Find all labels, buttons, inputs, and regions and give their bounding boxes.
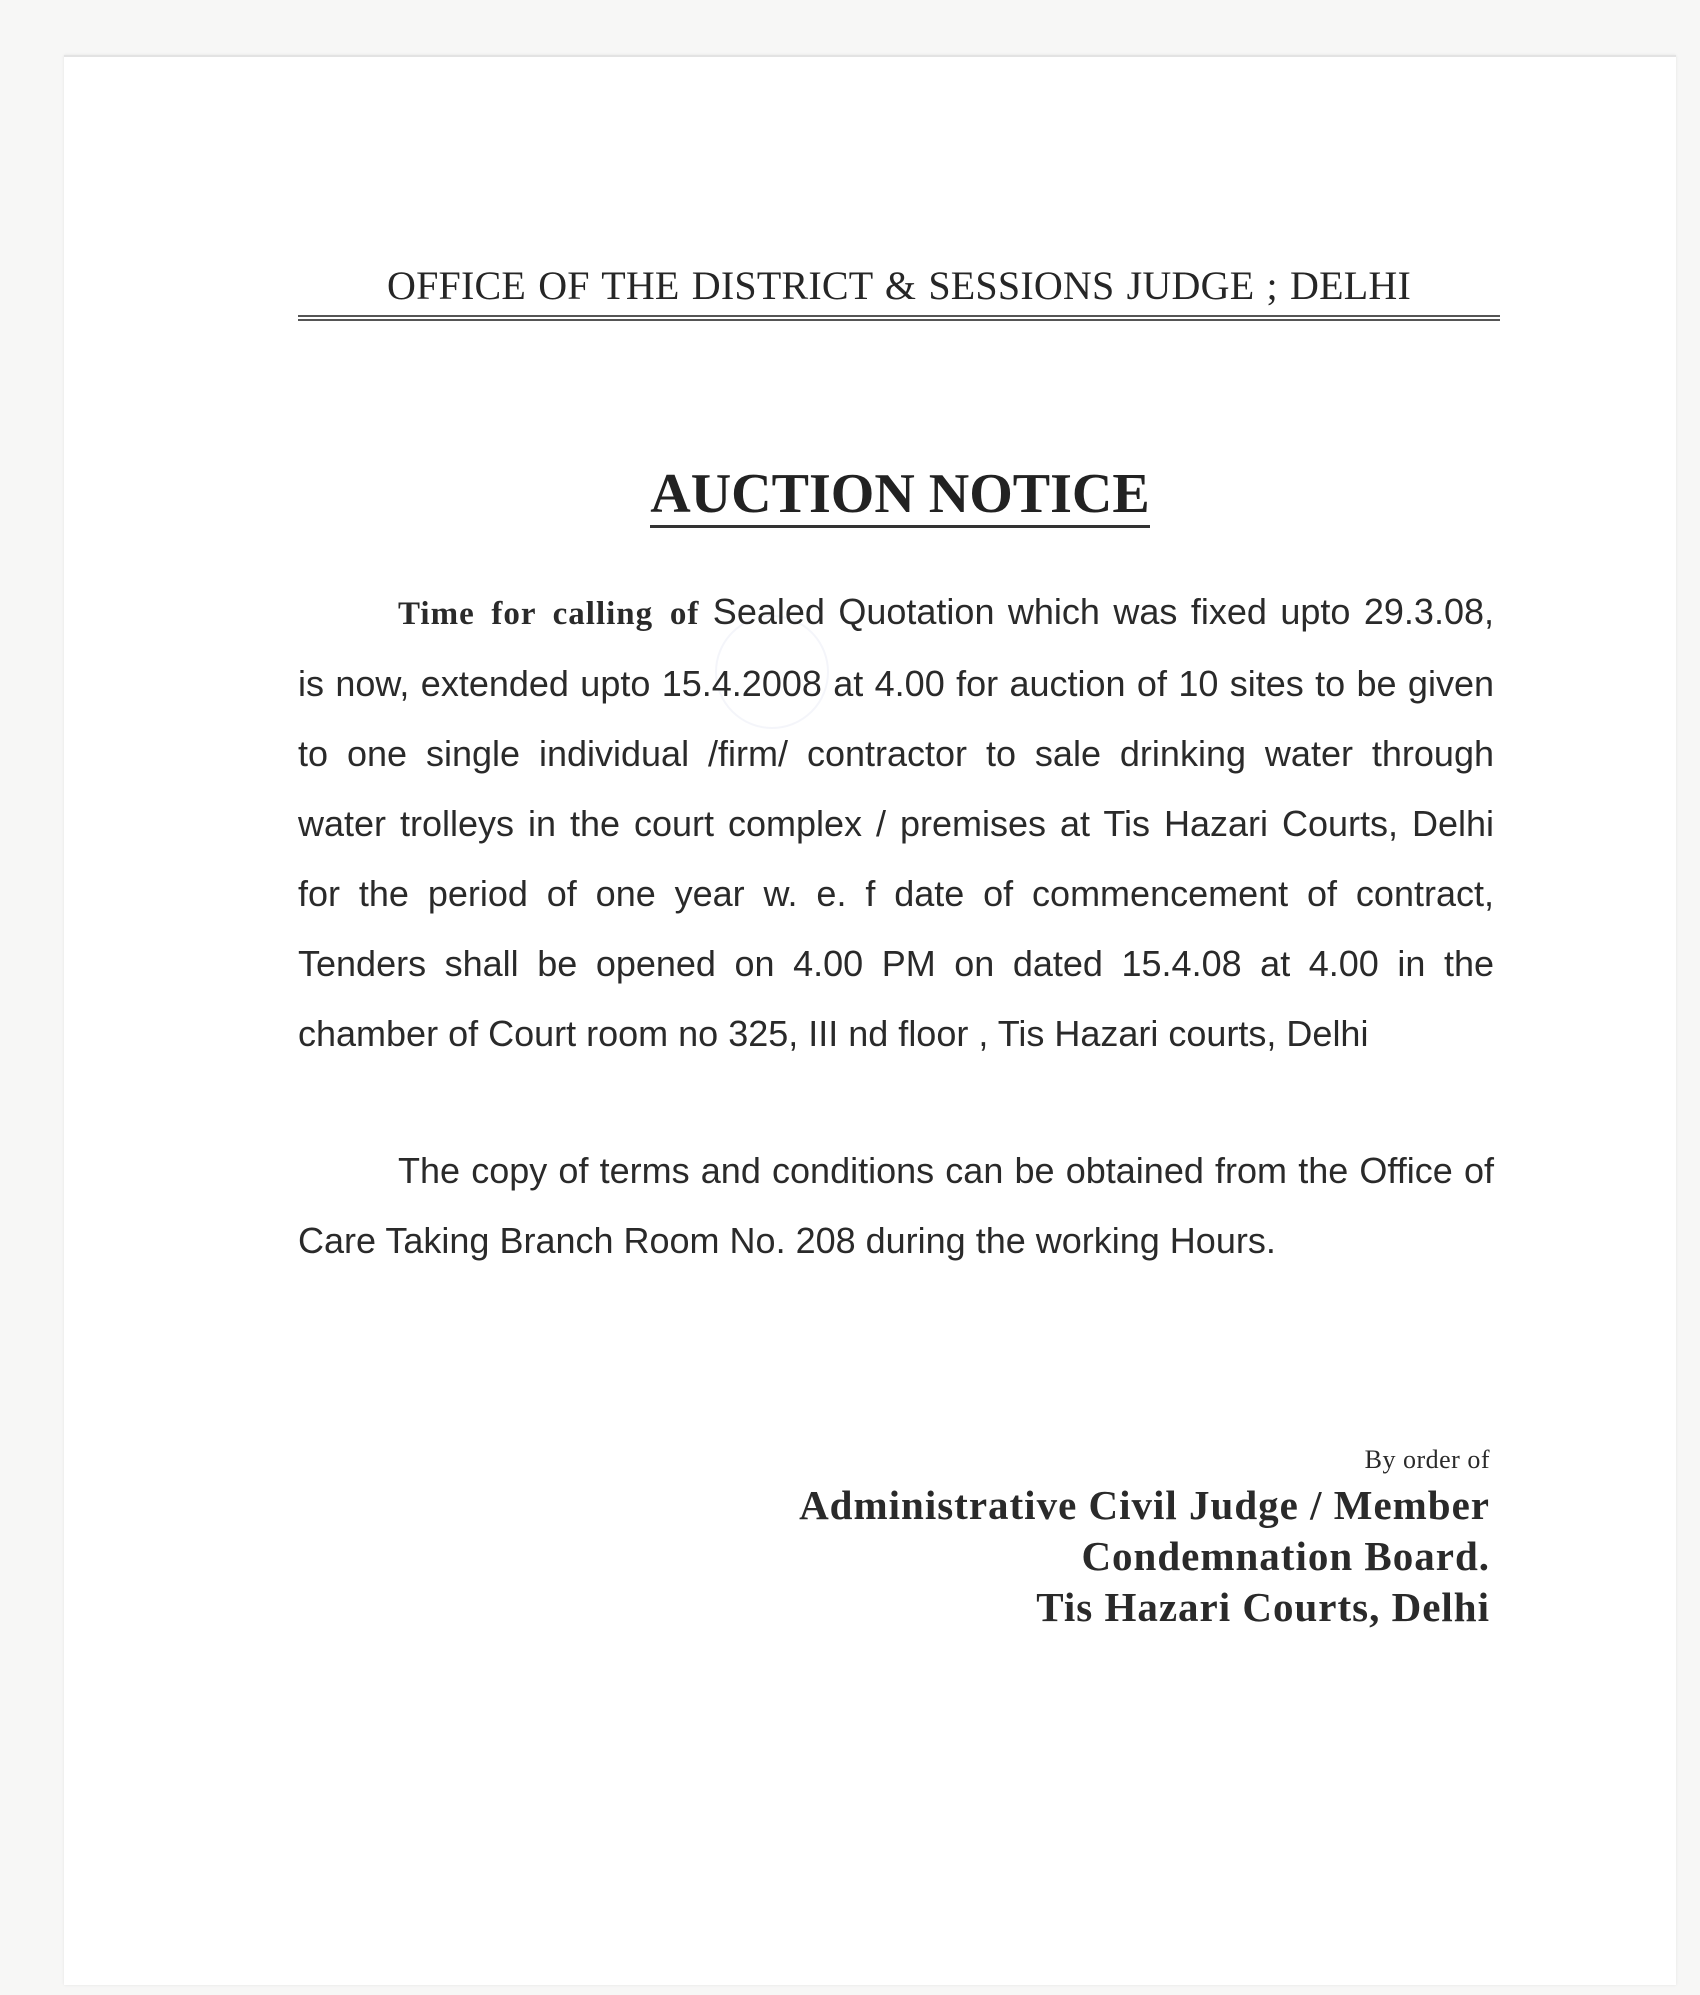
signatory-board: Condemnation Board. (1081, 1533, 1490, 1579)
page-edge (64, 55, 1676, 57)
notice-title (0, 462, 1700, 526)
header-double-rule (298, 315, 1500, 321)
notice-paragraph-2 (298, 1136, 1494, 1276)
signature-block (799, 1440, 1490, 1633)
notice-paragraph-1 (298, 577, 1494, 1069)
signatory-location: Tis Hazari Courts, Delhi (1036, 1584, 1490, 1630)
paragraph-2-text: The copy of terms and conditions can be obtained from the Office of Care Taking Branch Room No. 208 during the working Hours. (298, 1150, 1494, 1261)
notice-title-text: AUCTION NOTICE (650, 463, 1149, 528)
paragraph-1-lead: Time for calling of (398, 596, 700, 632)
signatory-title: Administrative Civil Judge / Member (799, 1482, 1490, 1528)
office-header: OFFICE OF THE DISTRICT & SESSIONS JUDGE ; DELHI (386, 263, 1411, 308)
paragraph-1-text: Sealed Quotation which was fixed upto 29.3.08, is now, extended upto 15.4.2008 at 4.00 for auction of 10 sites to be given to one single individual /firm/ contractor to sale drinking water through water trolleys in the court complex / premises at Tis Hazari Courts, Delhi for the period of one year w. e. f date of commencement of contract, Tenders shall be opened on 4.00 PM on dated 15.4.08 at 4.00 in the chamber of Court room no 325, III nd floor , Tis Hazari courts, Delhi (298, 591, 1494, 1054)
by-order-of: By order of (1364, 1445, 1490, 1474)
